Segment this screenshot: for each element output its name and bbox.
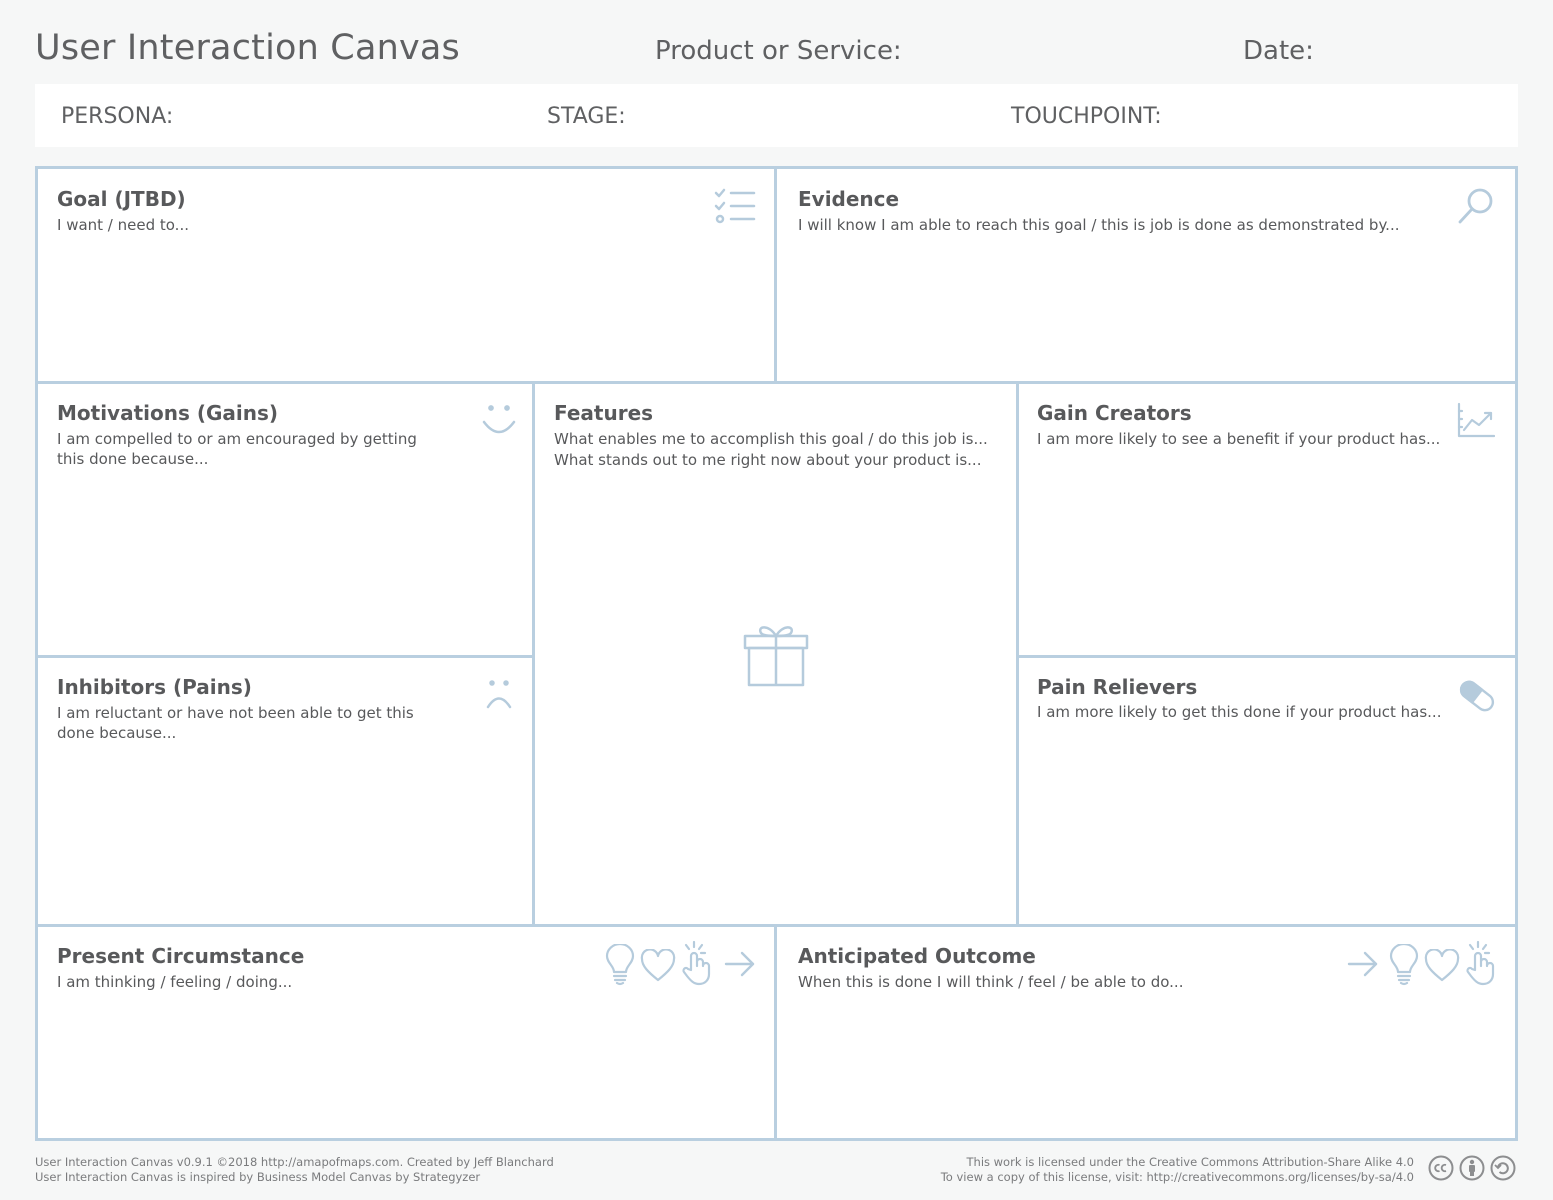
pain-relievers-subtitle: I am more likely to get this done if your product has... [1037,703,1442,721]
touchpoint-label: TOUCHPOINT: [1011,104,1162,129]
features-subtitle-1: What enables me to accomplish this goal / do this job is... [554,430,988,448]
by-attribution-icon [1459,1155,1485,1185]
present-circumstance-title: Present Circumstance [57,944,305,968]
creative-commons-badges [1428,1155,1516,1185]
pointer-hand-icon [681,940,715,986]
gain-creators-section[interactable] [1019,384,1515,655]
license-line: This work is licensed under the Creative Commons Attribution-Share Alike 4.0 [966,1155,1414,1169]
evidence-subtitle: I will know I am able to reach this goal / this is job is done as demonstrated by... [798,216,1400,234]
product-or-service-label: Product or Service: [655,36,902,66]
features-subtitle-2: What stands out to me right now about your product is... [554,451,982,469]
date-label: Date: [1243,36,1314,66]
arrow-right-icon [724,951,756,977]
pointer-hand-icon [1465,940,1499,986]
frown-icon [484,680,514,710]
heart-icon [1424,949,1460,983]
border-right [1515,166,1518,1141]
goal-title: Goal (JTBD) [57,187,186,211]
anticipated-outcome-section[interactable] [777,927,1515,1138]
canvas-title: User Interaction Canvas [35,28,460,68]
trend-chart-icon [1457,402,1495,438]
pain-relievers-section[interactable] [1019,658,1515,924]
gain-creators-title: Gain Creators [1037,401,1192,425]
persona-label: PERSONA: [61,104,174,129]
checklist-icon [714,188,756,226]
present-circumstance-section[interactable] [38,927,774,1138]
motivations-title: Motivations (Gains) [57,401,279,425]
heart-icon [640,949,676,983]
anticipated-outcome-subtitle: When this is done I will think / feel / be able to do... [798,973,1184,991]
lightbulb-icon [1389,944,1419,986]
pill-icon [1457,676,1497,716]
footer-credits [35,1155,554,1185]
evidence-section[interactable] [777,169,1515,381]
features-title: Features [554,401,654,425]
footer-credit-line: User Interaction Canvas v0.9.1 ©2018 http://amapofmaps.com. Created by Jeff Blanchard [35,1155,554,1169]
inhibitors-subtitle: I am reluctant or have not been able to get this done because... [57,704,414,742]
motivations-subtitle: I am compelled to or am encouraged by getting this done because... [57,430,417,468]
goal-subtitle: I want / need to... [57,216,189,234]
cc-icon [1428,1155,1454,1185]
present-circumstance-subtitle: I am thinking / feeling / doing... [57,973,293,991]
anticipated-outcome-title: Anticipated Outcome [798,944,1036,968]
inhibitors-section[interactable] [38,658,532,924]
gain-creators-subtitle: I am more likely to see a benefit if your product has... [1037,430,1441,448]
motivations-section[interactable] [38,384,532,655]
lightbulb-icon [605,944,635,986]
goal-section[interactable] [38,169,774,381]
arrow-right-icon [1347,951,1379,977]
canvas-grid [35,166,1518,1141]
pain-relievers-title: Pain Relievers [1037,675,1198,699]
stage-label: STAGE: [547,104,626,129]
persona-stage-touchpoint-bar [35,84,1518,147]
smile-icon [481,404,517,438]
evidence-title: Evidence [798,187,900,211]
inhibitors-title: Inhibitors (Pains) [57,675,252,699]
license-link-line[interactable]: To view a copy of this license, visit: http://creativecommons.org/licenses/by-sa/4.0 [940,1170,1414,1184]
sa-share-alike-icon [1490,1155,1516,1185]
footer-inspiration-line: User Interaction Canvas is inspired by Business Model Canvas by Strategyzer [35,1170,481,1184]
magnifier-icon [1457,187,1495,225]
features-section[interactable] [535,384,1016,924]
gift-icon [743,622,809,688]
footer-license [941,1155,1414,1185]
